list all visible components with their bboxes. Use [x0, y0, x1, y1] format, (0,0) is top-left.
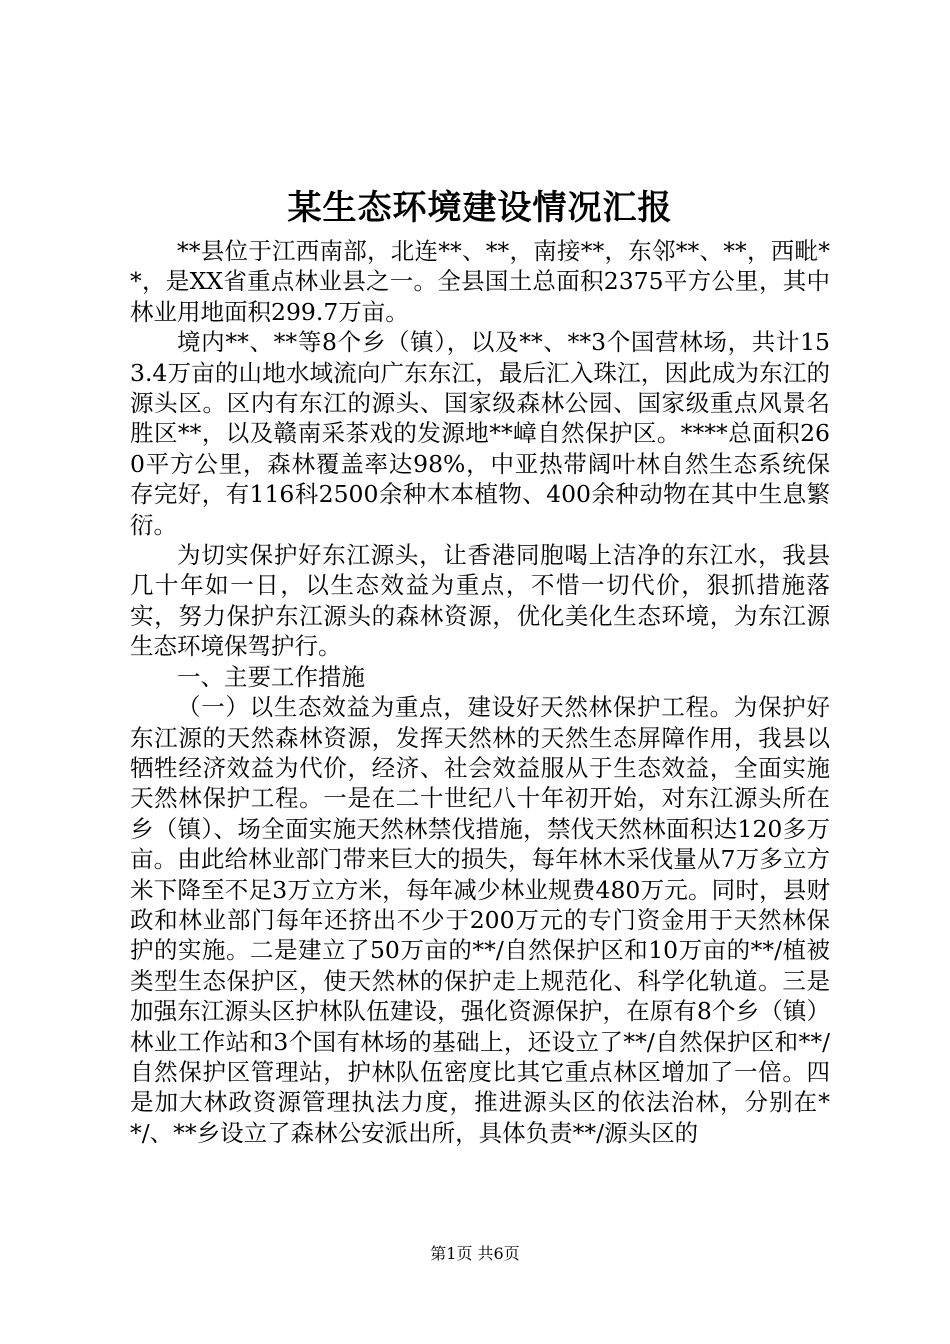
paragraph-protection-goal: 为切实保护好东江源头，让香港同胞喝上洁净的东江水，我县几十年如一日，以生态效益为重点，不惜一切代价，狠抓措施落实，努力保护东江源头的森林资源，优化美化生态环境，为东江源生态环境保驾护行。: [130, 541, 830, 661]
page-footer: 第1页 共6页: [430, 1244, 520, 1263]
section-heading-main-measures: 一、主要工作措施: [177, 662, 365, 691]
paragraph-territory: 境内**、**等8个乡（镇），以及**、**3个国营林场，共计153.4万亩的山地水域流向广东东江，最后汇入珠江，因此成为东江的源头区。区内有东江的源头、国家级森林公园、国家级重点风景名胜区**，以及赣南采茶戏的发源地**嶂自然保护区。****总面积260平方公里，森林覆盖率达98%，中亚热带阔叶林自然生态系统保存完好，有116科2500余种木本植物、400余种动物在其中生息繁衍。: [130, 328, 830, 539]
document-page: [130, 182, 830, 1148]
document-title: 某生态环境建设情况汇报: [287, 188, 673, 228]
paragraph-natural-forest-protection: （一）以生态效益为重点，建设好天然林保护工程。为保护好东江源的天然森林资源，发挥天然林的天然生态屏障作用，我县以牺牲经济效益为代价，经济、社会效益服从于生态效益，全面实施天然林保护工程。一是在二十世纪八十年初开始，对东江源头所在乡（镇）、场全面实施天然林禁伐措施，禁伐天然林面积达120多万亩。由此给林业部门带来巨大的损失，每年林木采伐量从7万多立方米下降至不足3万立方米，每年减少林业规费480万元。同时，县财政和林业部门每年还挤出不少于200万元的专门资金用于天然林保护的实施。二是建立了50万亩的**/自然保护区和10万亩的**/植被类型生态保护区，使天然林的保护走上规范化、科学化轨道。三是加强东江源头区护林队伍建设，强化资源保护，在原有8个乡（镇）林业工作站和3个国有林场的基础上，还设立了**/自然保护区和**/自然保护区管理站，护林队伍密度比其它重点林区增加了一倍。四是加大林政资源管理执法力度，推进源头区的依法治林，分别在**/、**乡设立了森林公安派出所，具体负责**/源头区的: [130, 693, 830, 1147]
paragraph-location: **县位于江西南部，北连**、**，南接**，东邻**、**，西毗**，是XX省重点林业县之一。全县国土总面积2375平方公里，其中林业用地面积299.7万亩。: [130, 237, 830, 326]
